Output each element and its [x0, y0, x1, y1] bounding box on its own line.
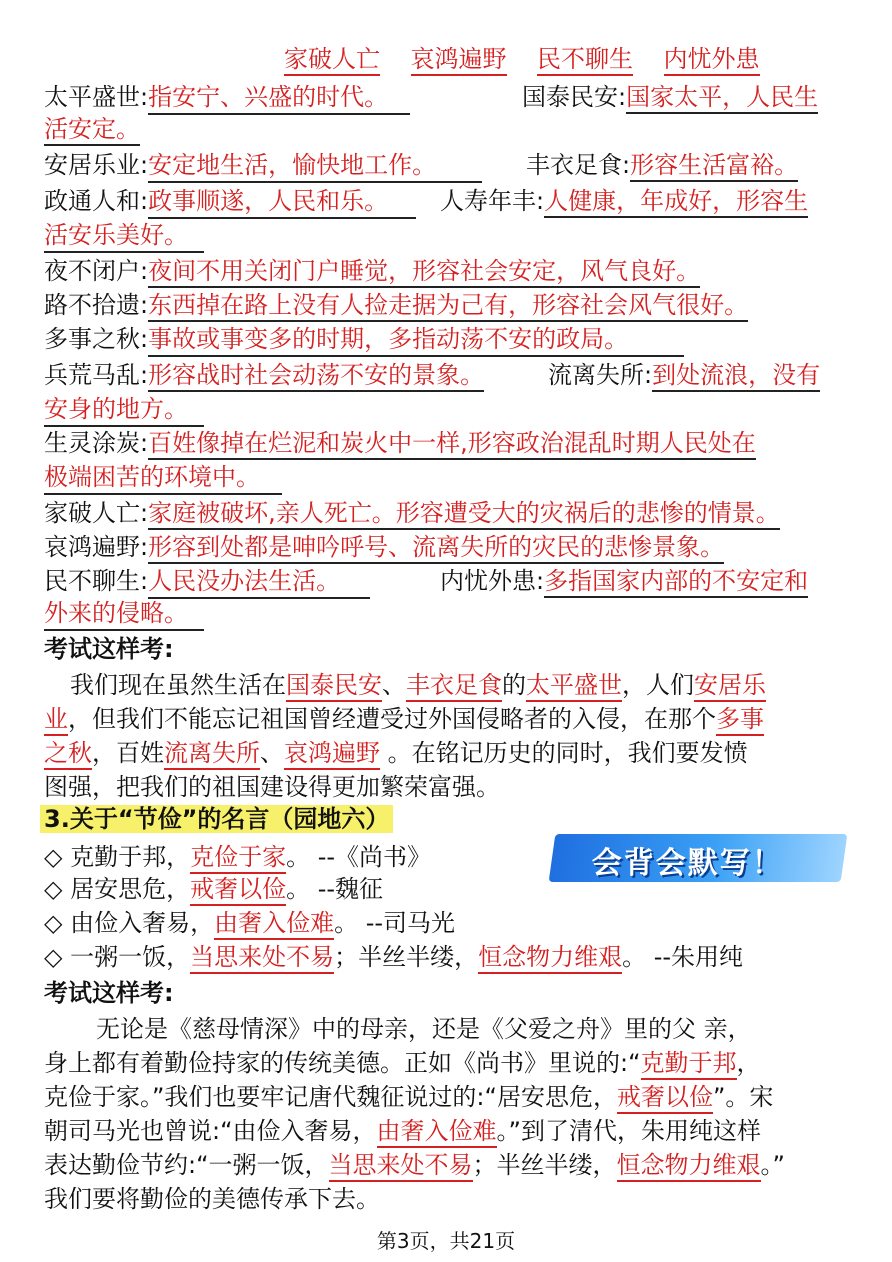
term: 多事之秋:: [44, 325, 149, 353]
term: 民不聊生:: [44, 567, 149, 595]
highlight: 多事: [716, 705, 764, 736]
definition: 国家太平，人民生: [626, 83, 818, 114]
paragraph-line: [44, 1150, 785, 1180]
text: ；半丝半缕，: [472, 1151, 617, 1179]
idiom: 民不聊生: [537, 45, 633, 76]
term: 国泰民安:: [522, 83, 627, 111]
badge-label: 会背会默写！: [591, 846, 784, 881]
highlight: 国泰民安: [286, 671, 382, 702]
paragraph-line: [44, 1082, 773, 1112]
def-row: [44, 150, 482, 183]
highlight: 当思来处不易: [329, 1151, 473, 1182]
highlight: 恒念物力维艰: [617, 1151, 761, 1182]
definition: 极端困苦的环境中。: [44, 462, 282, 495]
term: 夜不闭户:: [44, 257, 149, 285]
quote-item: [44, 942, 743, 972]
definition: 百姓像掉在烂泥和炭火中一样,形容政治混乱时期人民处在: [148, 429, 756, 460]
highlight: 流离失所: [164, 739, 260, 770]
term: 丰衣足食:: [526, 151, 631, 179]
def-row: [526, 150, 798, 180]
definition: 活安定。: [44, 115, 140, 146]
text: 。 --魏征: [286, 875, 384, 903]
text: 我们现在虽然生活在: [70, 671, 286, 699]
paragraph-line: [44, 738, 748, 768]
term: 兵荒马乱:: [44, 361, 149, 389]
highlight: 克俭于家: [190, 843, 286, 874]
text: 的: [502, 671, 526, 699]
def-row-cont: [44, 114, 140, 144]
top-idioms: [284, 44, 760, 74]
text: 一粥一饭，: [62, 943, 191, 971]
term: 路不拾遗:: [44, 291, 149, 319]
text: 。 --朱用纯: [622, 943, 744, 971]
highlight: 安居乐: [694, 671, 766, 702]
def-row: [44, 532, 724, 562]
paragraph-line: 图强，把我们的祖国建设得更加繁荣富强。: [44, 773, 500, 801]
diamond-bullet-icon: ◇: [44, 909, 63, 937]
def-row: [44, 82, 410, 115]
term: 太平盛世:: [44, 83, 149, 111]
diamond-bullet-icon: ◇: [44, 843, 63, 871]
exam-heading: 考试这样考:: [44, 979, 174, 1007]
term: 内忧外患:: [440, 567, 545, 595]
def-row: [44, 498, 780, 528]
text: ；半丝半缕，: [334, 943, 479, 971]
def-row-cont: [44, 462, 282, 495]
def-row: [44, 566, 370, 599]
definition: 安身的地方。: [44, 394, 204, 427]
definition: 事故或事变多的时期，多指动荡不安的政局。: [148, 324, 684, 357]
def-row: [440, 186, 808, 216]
highlight: 由奢入俭难: [377, 1117, 497, 1148]
term: 哀鸿遍野:: [44, 533, 149, 561]
paragraph-line: [70, 670, 766, 700]
def-row-cont: [44, 220, 204, 253]
text: ”。宋: [712, 1083, 774, 1111]
paragraph-line: 无论是《慈母情深》中的母亲，还是《父爱之舟》里的父 亲，: [96, 1015, 752, 1043]
highlight: 之秋: [44, 739, 92, 770]
text: 。在铭记历史的同时，我们要发愤: [380, 739, 748, 767]
term: 政通人和:: [44, 187, 149, 215]
highlight: 恒念物力维艰: [478, 943, 622, 974]
highlight: 克勤于邦: [641, 1049, 737, 1080]
term: 生灵涂炭:: [44, 429, 149, 457]
idiom: 家破人亡: [284, 45, 380, 76]
term: 家破人亡:: [44, 499, 149, 527]
paragraph-line: [44, 1116, 761, 1146]
text: 。 --司马光: [334, 909, 456, 937]
highlight: 业: [44, 705, 68, 736]
text: ，但我们不能忘记祖国曾经遭受过外国侵略者的入侵，在那个: [68, 705, 716, 733]
paragraph-line: [44, 704, 764, 734]
paragraph-line: 我们要将勤俭的美德传承下去。: [44, 1185, 380, 1213]
section-title: 3.关于“节俭”的名言（园地六）: [40, 805, 393, 833]
definition: 形容到处都是呻吟呼号、流离失所的灾民的悲惨景象。: [148, 533, 724, 564]
def-row: [44, 324, 684, 357]
text: 身上都有着勤俭持家的传统美德。正如《尚书》里说的:“: [44, 1049, 641, 1077]
highlight: 太平盛世: [526, 671, 622, 702]
definition: 指安宁、兴盛的时代。: [148, 82, 410, 115]
term: 安居乐业:: [44, 151, 149, 179]
highlight: 当思来处不易: [190, 943, 334, 974]
definition: 活安乐美好。: [44, 220, 204, 253]
definition: 安定地生活，愉快地工作。: [148, 150, 482, 183]
text: 朝司马光也曾说:“由俭入奢易，: [44, 1117, 377, 1145]
definition: 政事顺遂，人民和乐。: [148, 186, 416, 219]
text: 、: [382, 671, 406, 699]
definition: 家庭被破坏,亲人死亡。形容遭受大的灾祸后的悲惨的情景。: [148, 499, 780, 530]
text: ，百姓: [92, 739, 164, 767]
highlight: 戒奢以俭: [617, 1083, 713, 1114]
definition: 东西掉在路上没有人捡走据为己有，形容社会风气很好。: [148, 291, 748, 322]
highlight: 戒奢以俭: [190, 875, 286, 906]
definition: 人民没办法生活。: [148, 566, 370, 599]
def-row-cont: [44, 394, 204, 427]
definition: 多指国家内部的不安定和: [544, 567, 808, 598]
definition: 到处流浪，没有: [652, 361, 820, 392]
def-row: [44, 360, 484, 390]
text: 表达勤俭节约:“一粥一饭，: [44, 1151, 329, 1179]
highlight: 哀鸿遍野: [284, 739, 380, 770]
text: ，人们: [622, 671, 694, 699]
section-heading: [40, 804, 393, 834]
highlight: 由奢入俭难: [214, 909, 334, 940]
def-row: [44, 428, 756, 458]
diamond-bullet-icon: ◇: [44, 875, 63, 903]
definition: 形容战时社会动荡不安的景象。: [148, 361, 484, 392]
def-row: [44, 186, 416, 219]
quote-item: [44, 842, 431, 872]
text: 、: [260, 739, 284, 767]
quote-item: [44, 908, 455, 938]
def-row: [440, 566, 808, 596]
text: 居安思危，: [62, 875, 191, 903]
highlight: 丰衣足食: [406, 671, 502, 702]
text: ，: [736, 1049, 761, 1077]
term: 流离失所:: [548, 361, 653, 389]
def-row-cont: [44, 598, 204, 631]
quote-item: [44, 874, 383, 904]
memorize-badge: [549, 834, 848, 882]
idiom: 内忧外患: [664, 45, 760, 76]
term: 人寿年丰:: [440, 187, 545, 215]
text: 。”到了清代，朱用纯这样: [496, 1117, 761, 1145]
text: 由俭入奢易，: [62, 909, 215, 937]
text: 。”: [760, 1151, 785, 1179]
exam-heading: 考试这样考:: [44, 635, 174, 663]
idiom: 哀鸿遍野: [411, 45, 507, 76]
paragraph-line: [44, 1048, 761, 1078]
text: 。 --《尚书》: [286, 843, 432, 871]
def-row: [44, 256, 700, 286]
definition: 夜间不用关闭门户睡觉，形容社会安定，风气良好。: [148, 257, 700, 288]
definition: 人健康，年成好，形容生: [544, 187, 808, 218]
definition: 外来的侵略。: [44, 598, 204, 631]
text: 克勤于邦，: [62, 843, 191, 871]
text: 克俭于家。”我们也要牢记唐代魏征说过的:“居安思危，: [44, 1083, 617, 1111]
page-number: 第3页，共21页: [376, 1229, 516, 1253]
def-row: [44, 290, 748, 320]
def-row: [548, 360, 820, 390]
def-row: [522, 82, 818, 112]
diamond-bullet-icon: ◇: [44, 943, 63, 971]
definition: 形容生活富裕。: [630, 151, 798, 182]
